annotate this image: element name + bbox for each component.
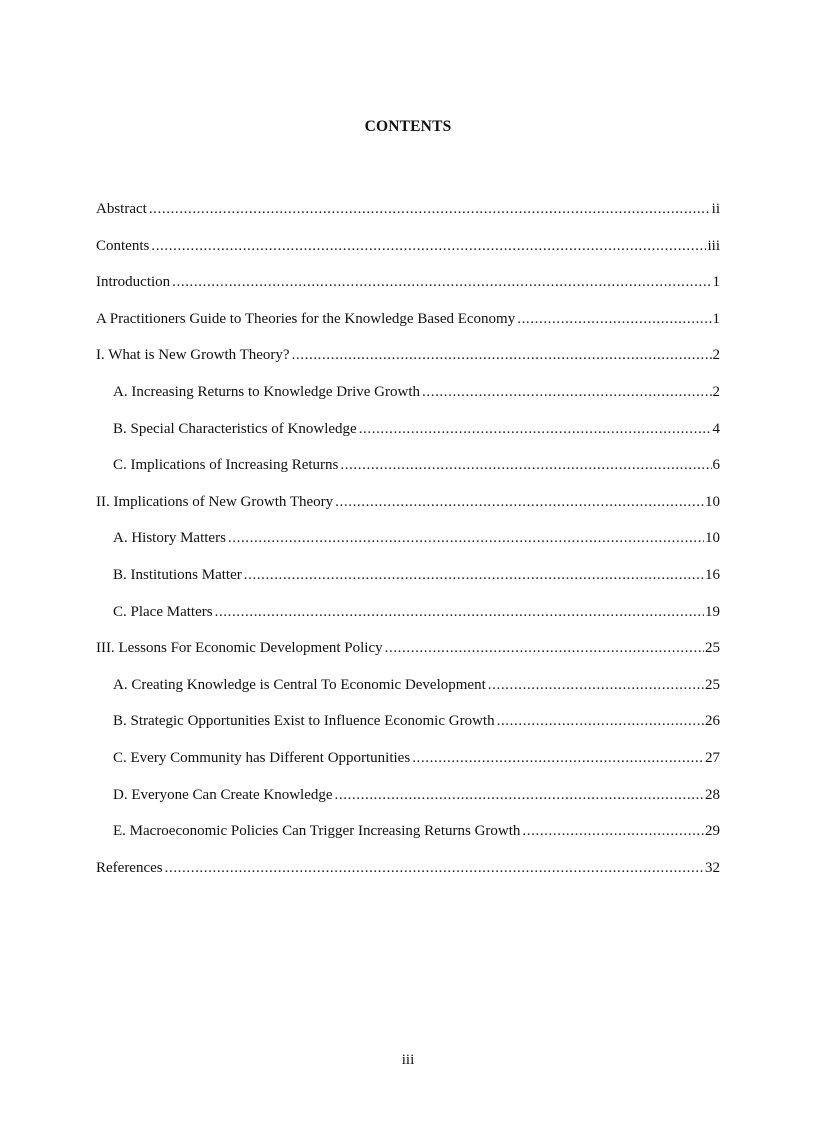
toc-entry-label: C. Implications of Increasing Returns	[113, 457, 339, 474]
toc-entry-section-3c[interactable]	[96, 748, 720, 785]
toc-entry-page: 25	[705, 640, 720, 657]
dot-leader	[497, 711, 704, 731]
toc-entry-page: 26	[705, 713, 720, 730]
toc-entry-page: 32	[705, 859, 720, 876]
toc-entry-label: Introduction	[96, 274, 171, 291]
toc-entry-label: Contents	[96, 237, 150, 254]
toc-entry-section-3b[interactable]	[96, 711, 720, 748]
toc-entry-section-2b[interactable]	[96, 565, 720, 602]
dot-leader	[359, 419, 712, 439]
toc-entry-label: II. Implications of New Growth Theory	[96, 493, 334, 510]
dot-leader	[151, 236, 706, 256]
toc-entry-abstract[interactable]	[96, 199, 720, 236]
toc-entry-page: 1	[712, 310, 720, 327]
toc-entry-section-1c[interactable]	[96, 455, 720, 492]
dot-leader	[385, 638, 704, 658]
dot-leader	[228, 528, 704, 548]
toc-entry-section-3[interactable]	[96, 638, 720, 675]
toc-entry-references[interactable]	[96, 858, 720, 895]
toc-entry-section-3a[interactable]	[96, 675, 720, 712]
toc-entry-section-2a[interactable]	[96, 528, 720, 565]
dot-leader	[215, 602, 704, 622]
toc-entry-page: 29	[705, 823, 720, 840]
page-number: iii	[401, 1052, 415, 1068]
dot-leader	[335, 785, 704, 805]
toc-entry-page: 1	[712, 274, 720, 291]
toc-entry-section-1b[interactable]	[96, 419, 720, 456]
toc-entry-label: A. History Matters	[113, 530, 226, 547]
toc-entry-label: B. Special Characteristics of Knowledge	[113, 420, 357, 437]
toc-entry-section-3d[interactable]	[96, 785, 720, 822]
toc-entry-page: 28	[705, 786, 720, 803]
dot-leader	[244, 565, 704, 585]
toc-entry-page: 6	[712, 457, 720, 474]
toc-entry-label: C. Place Matters	[113, 603, 213, 620]
toc-entry-label: C. Every Community has Different Opportunities	[113, 749, 411, 766]
toc-entry-label: A. Increasing Returns to Knowledge Drive Growth	[113, 383, 421, 400]
toc-entry-section-1[interactable]	[96, 345, 720, 382]
toc-entry-label: Abstract	[96, 201, 147, 217]
toc-entry-section-3e[interactable]	[96, 821, 720, 858]
toc-entry-page: 2	[712, 347, 720, 364]
toc-entry-practitioners-guide[interactable]	[96, 309, 720, 346]
toc-entry-page: 2	[712, 383, 720, 400]
toc-entry-page: 4	[712, 420, 720, 437]
table-of-contents	[96, 199, 720, 894]
dot-leader	[522, 821, 704, 841]
dot-leader	[149, 199, 711, 219]
toc-entry-page: 10	[705, 493, 720, 510]
toc-entry-label: E. Macroeconomic Policies Can Trigger Increasing Returns Growth	[113, 823, 521, 840]
dot-leader	[292, 345, 712, 365]
toc-entry-page: 19	[705, 603, 720, 620]
toc-entry-introduction[interactable]	[96, 272, 720, 309]
toc-entry-label: References	[96, 859, 163, 876]
toc-entry-label: B. Strategic Opportunities Exist to Influence Economic Growth	[113, 713, 495, 730]
toc-entry-section-2[interactable]	[96, 492, 720, 529]
toc-entry-label: I. What is New Growth Theory?	[96, 347, 290, 364]
toc-entry-label: III. Lessons For Economic Development Policy	[96, 640, 383, 657]
dot-leader	[165, 858, 704, 878]
toc-entry-label: A. Creating Knowledge is Central To Economic Development	[113, 676, 486, 693]
toc-entry-page: 10	[705, 530, 720, 547]
dot-leader	[172, 272, 711, 292]
toc-entry-section-1a[interactable]	[96, 382, 720, 419]
toc-entry-label: A Practitioners Guide to Theories for the Knowledge Based Economy	[96, 310, 516, 327]
dot-leader	[488, 675, 704, 695]
toc-entry-contents[interactable]	[96, 236, 720, 273]
toc-entry-page: 16	[705, 566, 720, 583]
dot-leader	[412, 748, 704, 768]
toc-entry-section-2c[interactable]	[96, 602, 720, 639]
dot-leader	[517, 309, 711, 329]
dot-leader	[340, 455, 711, 475]
toc-entry-page: 25	[705, 676, 720, 693]
toc-entry-page: iii	[707, 237, 720, 254]
dot-leader	[335, 492, 704, 512]
dot-leader	[422, 382, 711, 402]
toc-entry-label: B. Institutions Matter	[113, 566, 242, 583]
page-title: CONTENTS	[364, 118, 452, 135]
toc-entry-label: D. Everyone Can Create Knowledge	[113, 786, 333, 803]
toc-entry-page: ii	[711, 201, 720, 217]
toc-entry-page: 27	[705, 749, 720, 766]
